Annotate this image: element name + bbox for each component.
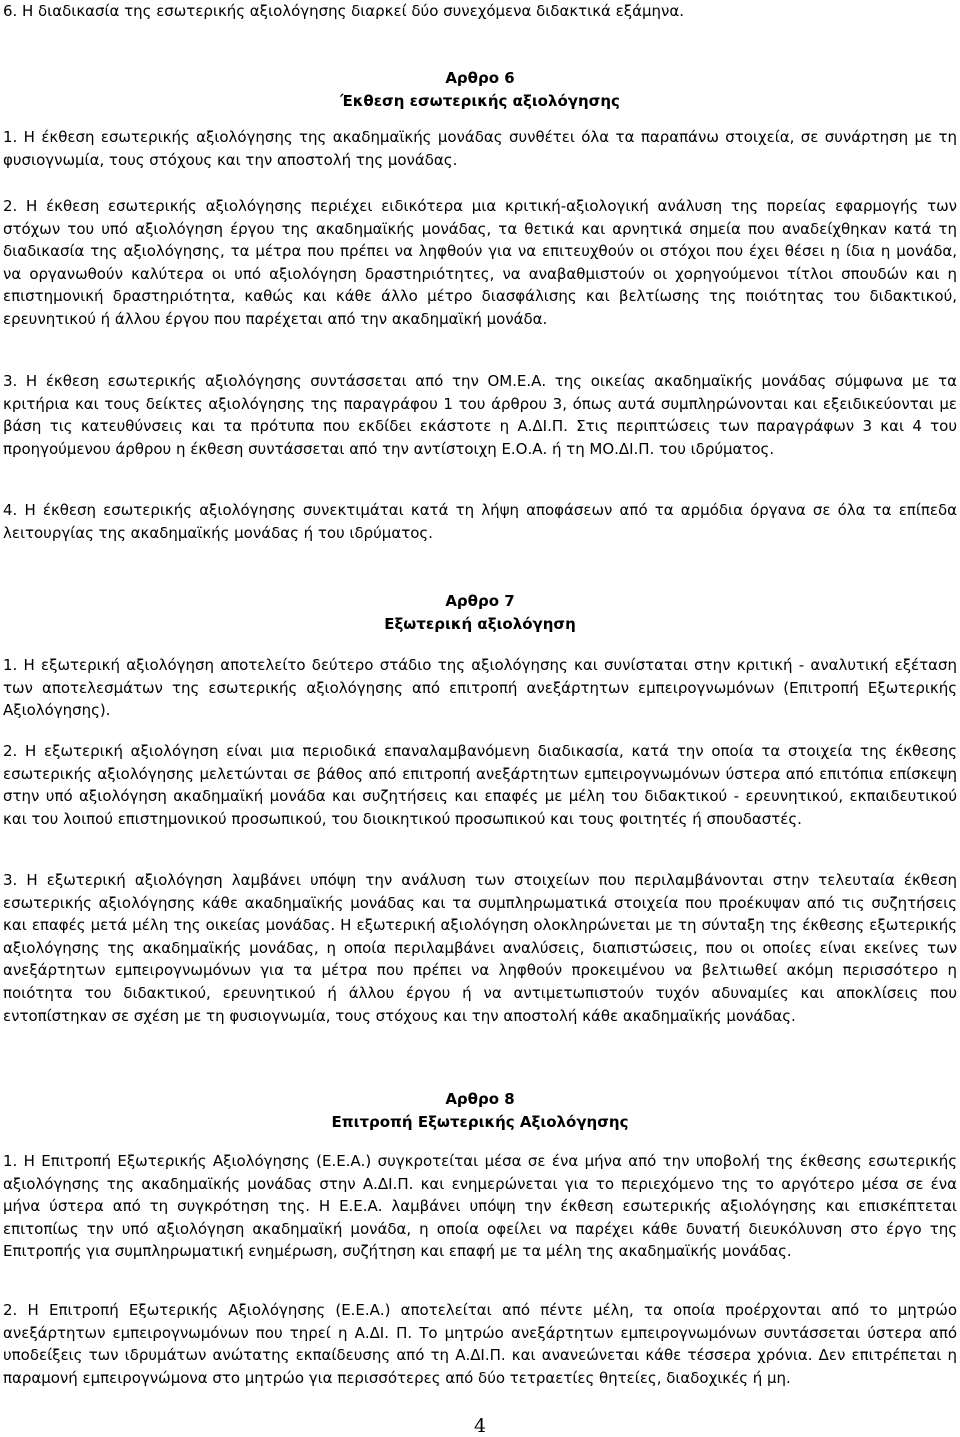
article8-heading: [3, 1088, 957, 1133]
article7-paragraph-2: 2. Η εξωτερική αξιολόγηση είναι μια περιοδικά επαναλαμβανόμενη διαδικασία, κατά την οποία τα στοιχεία της έκθεσης εσωτερικής αξιολόγησης μελετώνται σε βάθος από επιτροπή ανεξάρτητων εμπειρογνωμόνων ύστερα από επιτόπια επίσκεψη στην υπό αξιολόγηση ακαδημαϊκή μονάδα και συζητήσεις και επαφές με μέλη του διδακτικού - ερευνητικού, εκπαιδευτικού και του λοιπού επιστημονικού προσωπικού, του διοικητικού προσωπικού και τους φοιτητές ή σπουδαστές.: [3, 742, 957, 828]
article7-paragraph-3: 3. Η εξωτερική αξιολόγηση λαμβάνει υπόψη την ανάλυση των στοιχείων που περιλαμβάνονται στην τελευταία έκθεση εσωτερικής αξιολόγησης κάθε ακαδημαϊκής μονάδας και τα συμπληρωματικά στοιχεία που προέκυψαν από τις συζητήσεις και επαφές μετά μέλη της οικείας μονάδας. Η εξωτερική αξιολόγηση ολοκληρώνεται με τη σύνταξη της έκθεσης εξωτερικής αξιολόγησης της ακαδημαϊκής μονάδας, η οποία περιλαμβάνει αναλύσεις, διαπιστώσεις, που οι οποίες είναι εκείνες των ανεξάρτητων εμπειρογνωμόνων για τα μέτρα που πρέπει να ληφθούν προκειμένου να βελτιωθεί ακόμη περισσότερο η ποιότητα του διδακτικού, ερευνητικού ή άλλου έργου ή να αντιμετωπιστούν τυχόν αδυναμίες και αποκλίσεις που εντοπίστηκαν σε σχέση με τη φυσιογνωμία, τους στόχους και την αποστολή κάθε ακαδημαϊκής μονάδας.: [3, 871, 957, 1025]
article8-title: Επιτροπή Εξωτερικής Αξιολόγησης: [331, 1112, 629, 1131]
article6-paragraph-1: 1. Η έκθεση εσωτερικής αξιολόγησης της ακαδημαϊκής μονάδας συνθέτει όλα τα παραπάνω στοιχεία, σε συνάρτηση με τη φυσιογνωμία, τους στόχους και την αποστολή της μονάδας.: [3, 128, 957, 169]
article5-paragraph-6: 6. Η διαδικασία της εσωτερικής αξιολόγησης διαρκεί δύο συνεχόμενα διδακτικά εξάμηνα.: [3, 2, 684, 20]
article7-title: Εξωτερική αξιολόγηση: [384, 614, 576, 633]
article6-paragraph-4: 4. Η έκθεση εσωτερικής αξιολόγησης συνεκτιμάται κατά τη λήψη αποφάσεων από τα αρμόδια όργανα σε όλα τα επίπεδα λειτουργίας της ακαδημαϊκής μονάδας ή του ιδρύματος.: [3, 501, 957, 542]
article8-paragraph-2: 2. Η Επιτροπή Εξωτερικής Αξιολόγησης (Ε.Ε.Α.) αποτελείται από πέντε μέλη, τα οποία προέρχονται από το μητρώο ανεξάρτητων εμπειρογνωμόνων που τηρεί η Α.ΔΙ. Π. Το μητρώο ανεξάρτητων εμπειρογνωμόνων συντάσσεται ύστερα από υποδείξεις των ιδρυμάτων ανώτατης εκπαίδευσης από τη Α.ΔΙ.Π. και ανανεώνεται κάθε τέσσερα χρόνια. Δεν επιτρέπεται η παραμονή εμπειρογνώμονα στο μητρώο για περισσότερες από δύο τετραετίες θητείες, διαδοχικές ή μη.: [3, 1301, 957, 1387]
article7-number: Αρθρο 7: [445, 592, 515, 610]
article7-heading: [3, 590, 957, 635]
article6-heading: [3, 67, 957, 112]
article8-paragraph-1: 1. Η Επιτροπή Εξωτερικής Αξιολόγησης (Ε.Ε.Α.) συγκροτείται μέσα σε ένα μήνα από την υποβολή της έκθεσης εσωτερικής αξιολόγησης της ακαδημαϊκής μονάδας στην Α.ΔΙ.Π. και ενημερώνεται για το περιεχόμενο της το αργότερο μέσα σε ένα μήνα ύστερα από τη συγκρότηση της. Η Ε.Ε.Α. λαμβάνει υπόψη την έκθεση εσωτερικής αξιολόγησης και επισκέπτεται επιτοπίως την υπό αξιολόγηση ακαδημαϊκή μονάδα, η οποία οφείλει να παρέχει κάθε δυνατή διευκόλυνση στο έργο της Επιτροπής για συμπληρωματική ενημέρωση, συζήτηση και επαφή με τα μέλη της ακαδημαϊκής μονάδας.: [3, 1152, 957, 1261]
article7-paragraph-1: 1. Η εξωτερική αξιολόγηση αποτελείτο δεύτερο στάδιο της αξιολόγησης και συνίσταται στην κριτική - αναλυτική εξέταση των αποτελεσμάτων της εσωτερικής αξιολόγησης από επιτροπή ανεξάρτητων εμπειρογνωμόνων (Επιτροπή Εξωτερικής Αξιολόγησης).: [3, 656, 957, 720]
article6-title: Έκθεση εσωτερικής αξιολόγησης: [340, 91, 620, 110]
article6-paragraph-3: 3. Η έκθεση εσωτερικής αξιολόγησης συντάσσεται από την ΟΜ.Ε.Α. της οικείας ακαδημαϊκής μονάδας σύμφωνα με τα κριτήρια και τους δείκτες αξιολόγησης της παραγράφου 1 του άρθρου 3, όπως αυτά συμπληρώνονται και εξειδικεύονται με βάση τις κατευθύνσεις και τα πρότυπα που εκδίδει εκάστοτε η Α.ΔΙ.Π. Στις περιπτώσεις των παραγράφων 3 και 4 του προηγούμενου άρθρου η έκθεση συντάσσεται από την αντίστοιχη Ε.Ο.Α. ή τη ΜΟ.ΔΙ.Π. του ιδρύματος.: [3, 372, 957, 458]
article6-number: Αρθρο 6: [445, 69, 515, 87]
article8-number: Αρθρο 8: [445, 1090, 515, 1108]
page-number: 4: [473, 1415, 487, 1437]
article6-paragraph-2: 2. Η έκθεση εσωτερικής αξιολόγησης περιέχει ειδικότερα μια κριτική-αξιολογική ανάλυση της πορείας εφαρμογής των στόχων του υπό αξιολόγηση έργου της ακαδημαϊκής μονάδας, τα θετικά και αρνητικά σημεία που αναδείχθηκαν κατά τη διαδικασία της αξιολόγησης, τα μέτρα που πρέπει να ληφθούν για να επιτευχθούν οι στόχοι που έχει θέσει η ίδια η μονάδα, να οργανωθούν καλύτερα οι υπό αξιολόγηση δραστηριότητες, να αναβαθμιστούν οι χορηγούμενοι τίτλοι σπουδών και η επιστημονική δραστηριότητα, καθώς και κάθε άλλο μέτρο διασφάλισης και βελτίωσης της ποιότητας του διδακτικού, ερευνητικού ή άλλου έργου που παρέχεται από την ακαδημαϊκή μονάδα.: [3, 197, 957, 328]
